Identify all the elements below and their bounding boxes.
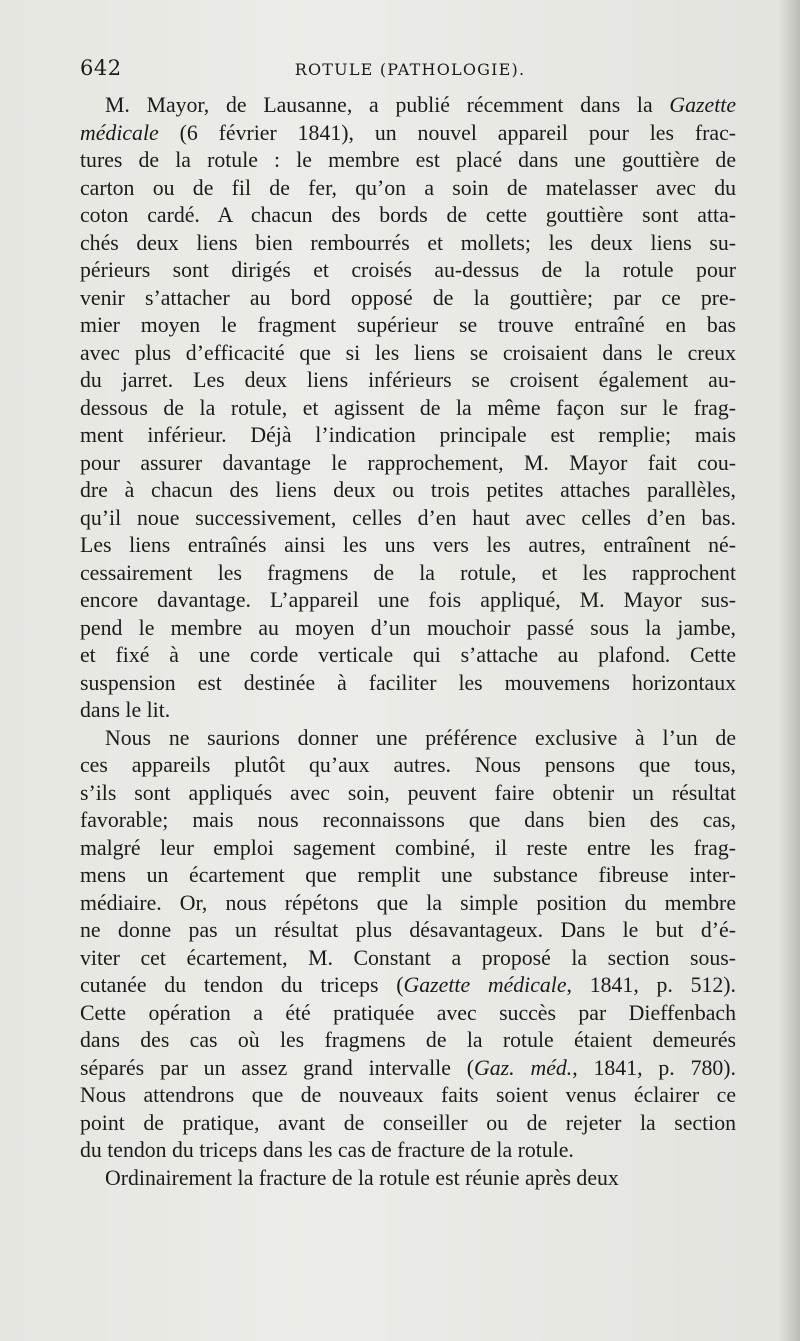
text-line: venir s’attacher au bord opposé de la gouttière; par ce pre- — [80, 285, 736, 310]
text-line: s’ils sont appliqués avec soin, peuvent faire obtenir un résultat — [80, 780, 736, 805]
text-line: ne donne pas un résultat plus désavantageux. Dans le but d’é- — [80, 918, 736, 942]
text-line: dre à chacun des liens deux ou trois petites attaches parallèles, — [80, 478, 736, 502]
text-line: séparés par un assez grand intervalle (Gaz. méd., 1841, p. 780). — [80, 1055, 736, 1080]
text-line: Ordinairement la fracture de la rotule est réunie après deux — [105, 1165, 619, 1190]
text-line: viter cet écartement, M. Constant a proposé la section sous- — [80, 945, 736, 970]
page-header — [80, 56, 740, 86]
text-line: ment inférieur. Déjà l’indication principale est remplie; mais — [80, 423, 736, 447]
text-line: pend le membre au moyen d’un mouchoir passé sous la jambe, — [80, 615, 736, 640]
text-line: favorable; mais nous reconnaissons que dans bien des cas, — [80, 808, 736, 832]
text-line: mens un écartement que remplit une substance fibreuse inter- — [80, 863, 736, 887]
text-line: malgré leur emploi sagement combiné, il reste entre les frag- — [80, 835, 736, 860]
text-line: Cette opération a été pratiquée avec succès par Dieffenbach — [80, 1000, 736, 1025]
text-line: médicale (6 février 1841), un nouvel appareil pour les frac- — [80, 120, 736, 145]
text-line: cessairement les fragmens de la rotule, et les rapprochent — [80, 560, 736, 585]
text-line: Nous attendrons que de nouveaux faits soient venus éclairer ce — [80, 1083, 736, 1107]
text-line: coton cardé. A chacun des bords de cette gouttière sont atta- — [80, 203, 736, 227]
text-line: du jarret. Les deux liens inférieurs se croisent également au- — [80, 368, 736, 392]
text-line: dans des cas où les fragmens de la rotule étaient demeurés — [80, 1028, 736, 1052]
text-line: qu’il noue successivement, celles d’en haut avec celles d’en bas. — [80, 505, 736, 530]
text-line: encore davantage. L’appareil une fois appliqué, M. Mayor sus- — [80, 588, 736, 612]
text-line: carton ou de fil de fer, qu’on a soin de matelasser avec du — [80, 175, 736, 200]
page-number: 642 — [80, 56, 122, 80]
text-line: mier moyen le fragment supérieur se trouve entraîné en bas — [80, 313, 736, 337]
text-line: suspension est destinée à faciliter les mouvemens horizontaux — [80, 670, 736, 695]
paragraph — [80, 92, 736, 725]
text-line: avec plus d’efficacité que si les liens se croisaient dans le creux — [80, 340, 736, 365]
running-title: ROTULE (PATHOLOGIE). — [294, 60, 526, 79]
text-line: périeurs sont dirigés et croisés au-dessus de la rotule pour — [80, 258, 736, 282]
text-line: médiaire. Or, nous répétons que la simple position du membre — [80, 890, 736, 915]
page-gutter-shadow — [778, 0, 800, 1341]
text-line: ces appareils plutôt qu’aux autres. Nous pensons que tous, — [80, 753, 736, 777]
text-line: chés deux liens bien rembourrés et mollets; les deux liens su- — [80, 230, 736, 255]
text-line: point de pratique, avant de conseiller ou de rejeter la section — [80, 1110, 736, 1135]
text-line: dans le lit. — [80, 698, 171, 722]
text-line: tures de la rotule : le membre est placé dans une gouttière de — [80, 148, 736, 172]
text-line: dessous de la rotule, et agissent de la même façon sur le frag- — [80, 395, 736, 420]
text-line: M. Mayor, de Lausanne, a publié récemment dans la Gazette — [105, 93, 736, 117]
paragraph — [80, 1165, 736, 1193]
text-line: et fixé à une corde verticale qui s’attache au plafond. Cette — [80, 643, 736, 667]
paragraph — [80, 725, 736, 1165]
text-line: cutanée du tendon du triceps (Gazette médicale, 1841, p. 512). — [80, 973, 736, 997]
text-line: du tendon du triceps dans les cas de fracture de la rotule. — [80, 1138, 574, 1162]
text-line: pour assurer davantage le rapprochement, M. Mayor fait cou- — [80, 450, 736, 475]
body-text — [80, 92, 736, 1192]
text-line: Nous ne saurions donner une préférence exclusive à l’un de — [105, 725, 736, 750]
text-line: Les liens entraînés ainsi les uns vers les autres, entraînent né- — [80, 533, 736, 557]
